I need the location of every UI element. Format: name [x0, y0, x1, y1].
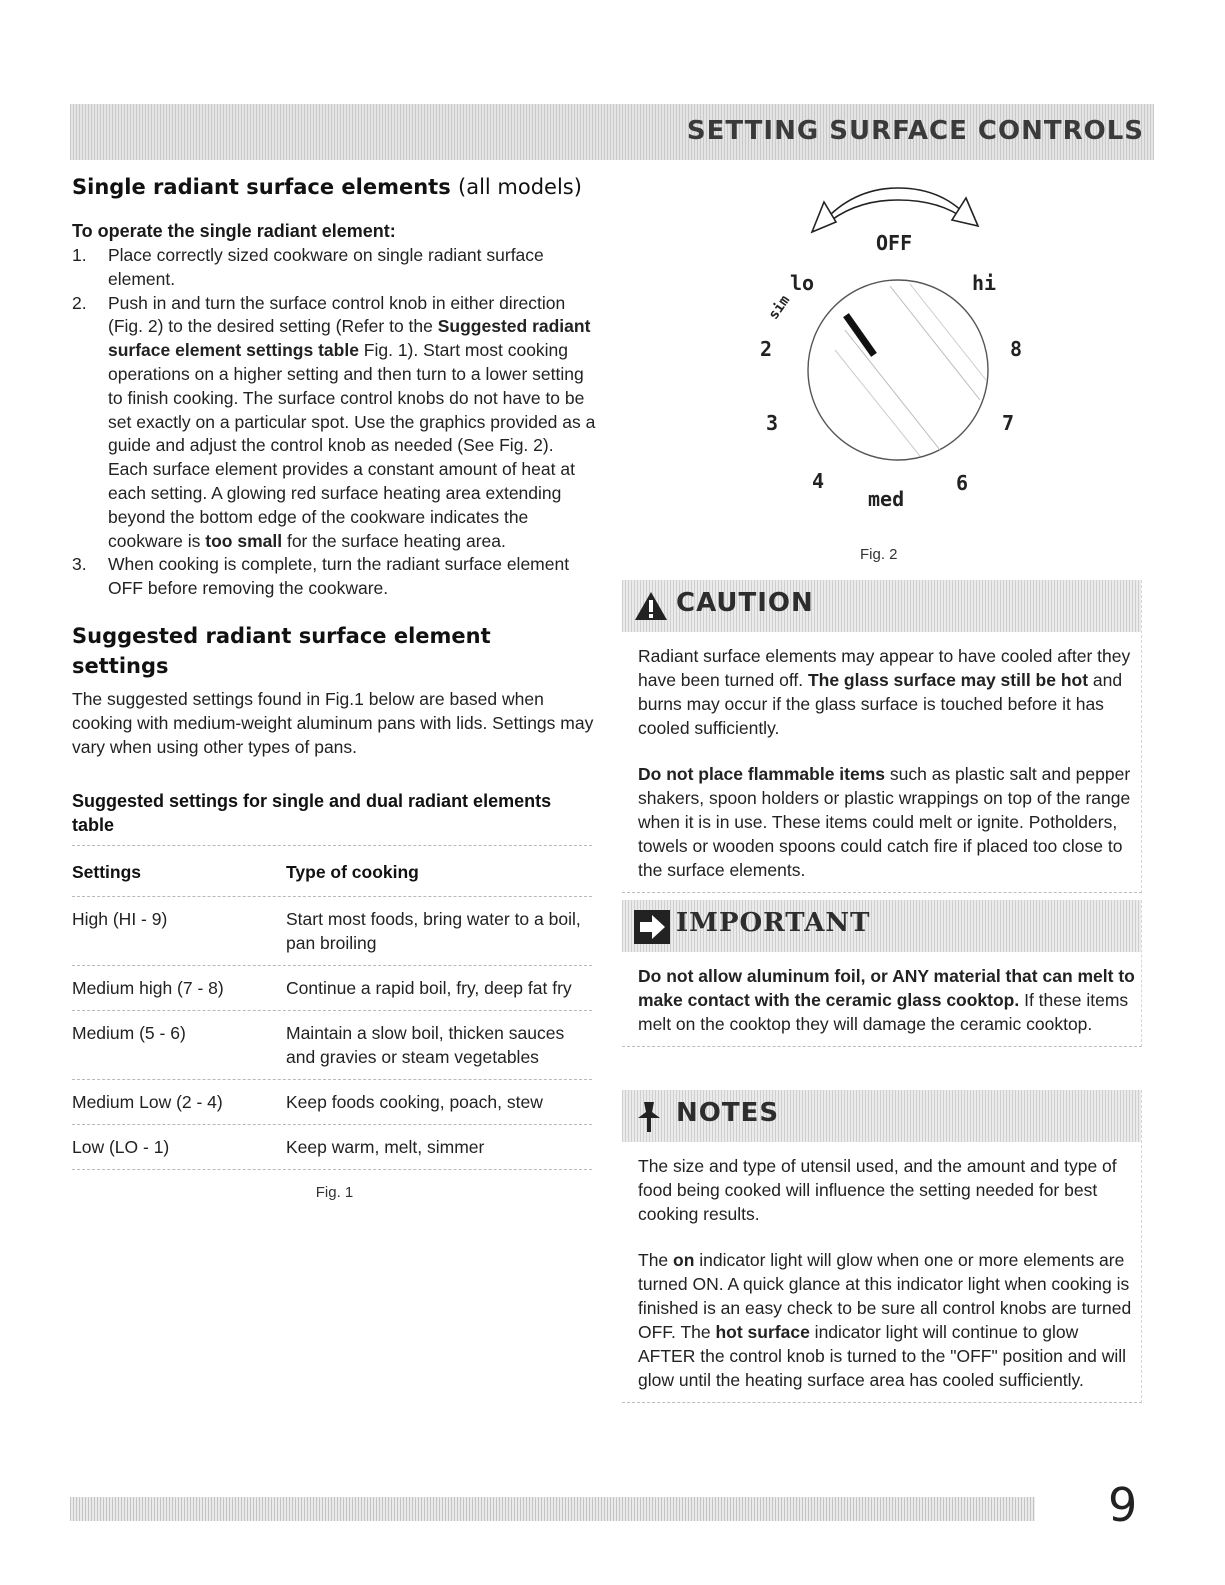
table-row [72, 1124, 592, 1170]
caution-text: and burns may occur if the glass surface is touched before it has cooled sufficiently. [638, 670, 1123, 738]
table-row [72, 1010, 592, 1079]
step-text: for the surface heating area. [282, 530, 506, 551]
caution-box [622, 580, 1142, 893]
suggested-title [72, 621, 597, 681]
table-cell-setting: Low (LO - 1) [72, 1136, 170, 1157]
step-number: 3. [72, 554, 87, 575]
section-title-normal: (all models) [458, 175, 582, 199]
table-header-settings: Settings [72, 861, 142, 882]
header-band [70, 104, 1154, 160]
fig1-caption: Fig. 1 [315, 1183, 354, 1201]
table-cell-setting: Medium (5 - 6) [72, 1022, 186, 1043]
important-para [638, 964, 1137, 1036]
caution-bold: The glass surface may still be hot [807, 670, 1089, 690]
dial-label-7: 7 [1002, 411, 1015, 435]
table-cell-type: Keep foods cooking, poach, stew [286, 1091, 543, 1112]
table-row [72, 965, 592, 1010]
important-text: If these items melt on the cooktop they will damage the ceramic cooktop. [638, 990, 1129, 1034]
dial-label-2: 2 [760, 337, 773, 361]
arrow-right-icon [634, 910, 670, 944]
step-1 [72, 244, 597, 292]
notes-para-2 [638, 1248, 1137, 1392]
section-title [72, 172, 597, 202]
table-header-row [72, 845, 592, 896]
caution-text: Radiant surface elements may appear to have cooled after they have been turned off. [638, 646, 1131, 690]
important-band [622, 900, 1141, 952]
dial-label-8: 8 [1010, 337, 1023, 361]
table-row [72, 896, 592, 965]
dial-label-4: 4 [812, 469, 825, 493]
dial-label-off: OFF [876, 231, 913, 255]
step-text: Fig. 1). Start most cooking operations on a higher setting and then turn to a lower setting to finish cooking. The surface control knobs do not have to be set exactly on a particular spot. Use the graphics provided as a guide and adjust the control knob as needed (See Fig. 2). Each surface element provides a constant amount of heat at each setting. A glowing red surface heating area extending beyond the bottom edge of the cookware indicates the cookware is [108, 340, 596, 551]
operate-heading: To operate the single radiant element: [72, 221, 396, 241]
caution-bold: Do not place flammable items [638, 764, 886, 784]
step-bold-ref: Suggested radiant surface element settings table [108, 316, 591, 361]
table-cell-type: Maintain a slow boil, thicken sauces and gravies or steam vegetables [286, 1022, 565, 1067]
dial-label-hi: hi [972, 271, 997, 295]
table-cell-type: Continue a rapid boil, fry, deep fat fry [286, 977, 572, 998]
settings-table [72, 845, 592, 1170]
notes-band [622, 1090, 1141, 1142]
step-bold-warning: too small [205, 530, 283, 551]
notes-bold-on: on [673, 1250, 695, 1270]
page-title: SETTING SURFACE CONTROLS [686, 116, 1144, 146]
table-cell-setting: High (HI - 9) [72, 908, 168, 929]
footer-strip [70, 1497, 1035, 1521]
caution-body [622, 632, 1141, 892]
knob-svg [740, 180, 1050, 520]
notes-box [622, 1090, 1142, 1403]
important-label: IMPORTANT [676, 908, 871, 938]
important-box [622, 900, 1142, 1047]
notes-text: The [638, 1250, 674, 1270]
suggested-title-line1: Suggested radiant surface element [72, 623, 491, 648]
knob-face-icon [808, 280, 988, 460]
caution-band [622, 580, 1141, 632]
caution-text: such as plastic salt and pepper shakers, spoon holders or plastic wrappings on top of the range when it is in use. These items could melt or ignite. Potholders, towels or wooden spoons could catch fire if placed too close to the surface elements. [638, 764, 1131, 880]
suggested-text: The suggested settings found in Fig.1 below are based when cooking with medium-weight aluminum pans with lids. Settings may vary when using other types of pans. [72, 688, 594, 757]
table-header-type: Type of cooking [286, 861, 419, 882]
table-row [72, 1079, 592, 1124]
notes-body [622, 1142, 1141, 1402]
table-cell-type: Start most foods, bring water to a boil, pan broiling [286, 908, 581, 953]
control-knob-diagram [740, 180, 1050, 520]
table-cell-setting: Medium high (7 - 8) [72, 977, 224, 998]
left-column [72, 172, 597, 1201]
notes-text: indicator light will continue to glow AFTER the control knob is turned to the "OFF" position and will glow until the heating surface area has cooled sufficiently. [638, 1322, 1127, 1390]
dial-label-lo: lo [790, 271, 815, 295]
notes-label: NOTES [676, 1098, 780, 1128]
notes-para-1: The size and type of utensil used, and the amount and type of food being cooked will influence the setting needed for best cooking results. [638, 1156, 1117, 1224]
important-body [622, 952, 1141, 1046]
caution-para-2 [638, 762, 1137, 882]
step-3 [72, 553, 597, 601]
step-text: When cooking is complete, turn the radiant surface element OFF before removing the cookware. [108, 554, 570, 599]
steps-list [72, 244, 597, 601]
caution-label: CAUTION [676, 588, 814, 618]
notes-bold-hot-surface: hot surface [715, 1322, 810, 1342]
dial-label-3: 3 [766, 411, 779, 435]
pushpin-icon [634, 1100, 664, 1134]
step-text: Push in and turn the surface control knob in either direction (Fig. 2) to the desired setting (Refer to the [108, 292, 566, 337]
step-number: 1. [72, 245, 87, 265]
dial-label-6: 6 [956, 471, 969, 495]
rotation-arrow-icon [812, 188, 978, 232]
step-2 [72, 292, 597, 554]
warning-triangle-icon [634, 590, 668, 622]
step-number: 2. [72, 292, 87, 313]
fig2-caption: Fig. 2 [860, 546, 898, 563]
notes-text: indicator light will glow when one or more elements are turned ON. A quick glance at this indicator light when cooking is finished is an easy check to be sure all control knobs are turned OFF. The [638, 1250, 1132, 1342]
table-cell-setting: Medium Low (2 - 4) [72, 1091, 223, 1112]
table-cell-type: Keep warm, melt, simmer [286, 1136, 485, 1157]
dial-label-med: med [868, 487, 905, 511]
important-bold: Do not allow aluminum foil, or ANY material that can melt to make contact with the ceramic glass cooktop. [638, 966, 1135, 1010]
table-title: Suggested settings for single and dual radiant elements table [72, 790, 552, 835]
suggested-title-line2: settings [72, 653, 169, 678]
page-number: 9 [1108, 1478, 1138, 1532]
dial-label-sim: sim [765, 292, 794, 323]
step-text: Place correctly sized cookware on single radiant surface element. [108, 245, 544, 289]
section-title-bold: Single radiant surface elements [72, 175, 451, 199]
caution-para-1 [638, 644, 1137, 740]
